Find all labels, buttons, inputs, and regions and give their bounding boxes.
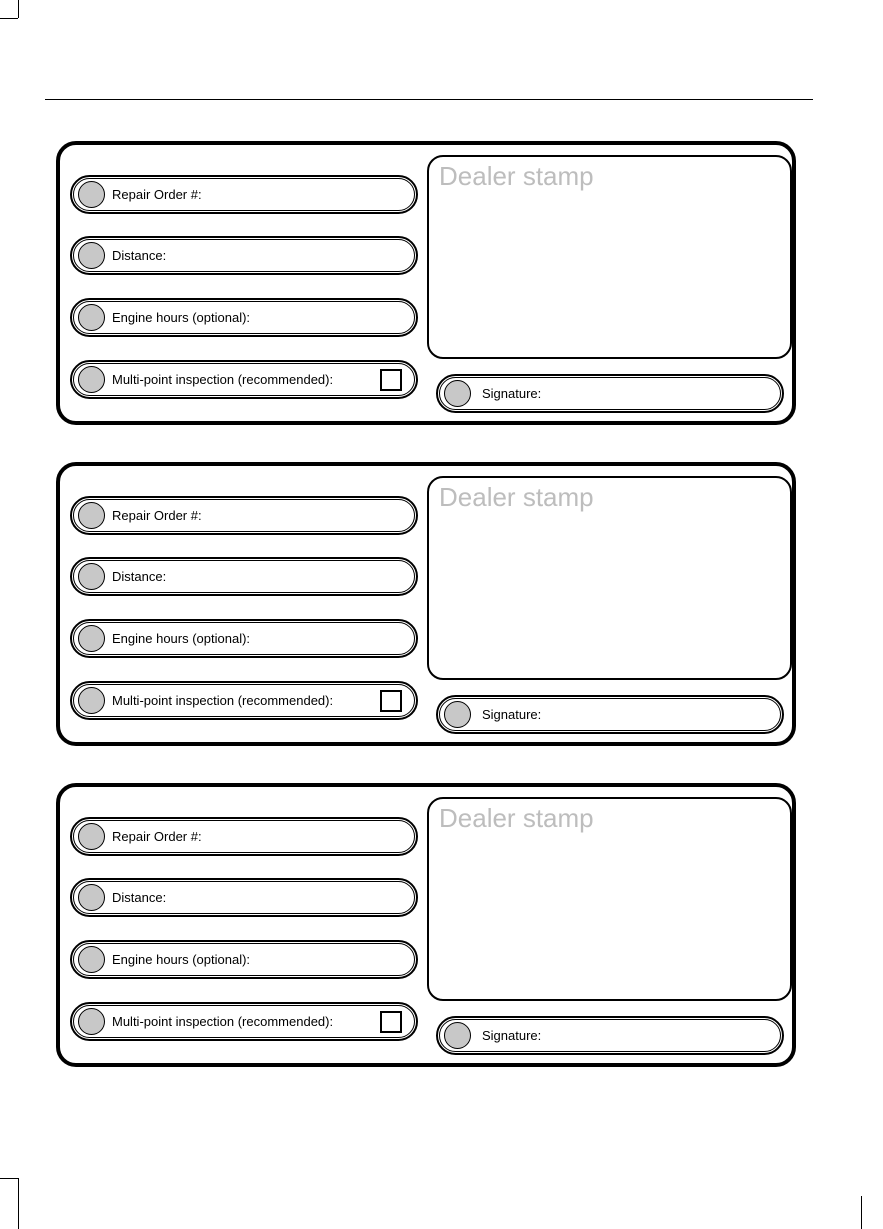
bullet-icon: [78, 625, 105, 652]
bullet-icon: [78, 563, 105, 590]
dealer-stamp-label: Dealer stamp: [439, 803, 594, 833]
service-record-card: [56, 783, 796, 1067]
multi-point-inspection-label: Multi-point inspection (recommended):: [112, 1014, 334, 1029]
bullet-icon: [78, 687, 105, 714]
repair-order-label: Repair Order #:: [112, 508, 202, 523]
header-rule: [45, 99, 813, 100]
dealer-stamp-box: [427, 155, 792, 359]
repair-order-label: Repair Order #:: [112, 187, 202, 202]
bullet-icon: [444, 1022, 471, 1049]
bullet-icon: [444, 380, 471, 407]
multi-point-inspection-field: [70, 681, 418, 720]
dealer-stamp-box: [427, 797, 792, 1001]
dealer-stamp-box: [427, 476, 792, 680]
signature-field[interactable]: [436, 374, 784, 413]
multi-point-inspection-label: Multi-point inspection (recommended):: [112, 372, 334, 387]
repair-order-field[interactable]: [70, 175, 418, 214]
repair-order-field[interactable]: [70, 496, 418, 535]
bullet-icon: [78, 366, 105, 393]
repair-order-label: Repair Order #:: [112, 829, 202, 844]
signature-label: Signature:: [482, 1028, 542, 1043]
multi-point-inspection-field: [70, 1002, 418, 1041]
distance-label: Distance:: [112, 890, 167, 905]
signature-field[interactable]: [436, 1016, 784, 1055]
crop-mark-bottom-right: [861, 1196, 862, 1229]
distance-field[interactable]: [70, 236, 418, 275]
bullet-icon: [78, 823, 105, 850]
service-record-card: [56, 141, 796, 425]
engine-hours-label: Engine hours (optional):: [112, 631, 251, 646]
inspection-checkbox[interactable]: [380, 690, 402, 712]
dealer-stamp-label: Dealer stamp: [439, 161, 594, 191]
engine-hours-field[interactable]: [70, 619, 418, 658]
bullet-icon: [78, 884, 105, 911]
distance-label: Distance:: [112, 569, 167, 584]
distance-label: Distance:: [112, 248, 167, 263]
inspection-checkbox[interactable]: [380, 369, 402, 391]
engine-hours-field[interactable]: [70, 298, 418, 337]
crop-mark-top-left: [0, 18, 18, 19]
crop-mark-top-left: [18, 0, 19, 18]
multi-point-inspection-field: [70, 360, 418, 399]
inspection-checkbox[interactable]: [380, 1011, 402, 1033]
engine-hours-label: Engine hours (optional):: [112, 310, 251, 325]
engine-hours-field[interactable]: [70, 940, 418, 979]
distance-field[interactable]: [70, 557, 418, 596]
crop-mark-bottom-left: [0, 1178, 18, 1179]
bullet-icon: [78, 946, 105, 973]
crop-mark-bottom-left: [18, 1178, 19, 1229]
multi-point-inspection-label: Multi-point inspection (recommended):: [112, 693, 334, 708]
engine-hours-label: Engine hours (optional):: [112, 952, 251, 967]
distance-field[interactable]: [70, 878, 418, 917]
bullet-icon: [78, 502, 105, 529]
bullet-icon: [78, 304, 105, 331]
dealer-stamp-label: Dealer stamp: [439, 482, 594, 512]
service-record-card: [56, 462, 796, 746]
bullet-icon: [78, 1008, 105, 1035]
bullet-icon: [78, 242, 105, 269]
signature-field[interactable]: [436, 695, 784, 734]
signature-label: Signature:: [482, 707, 542, 722]
bullet-icon: [444, 701, 471, 728]
signature-label: Signature:: [482, 386, 542, 401]
bullet-icon: [78, 181, 105, 208]
repair-order-field[interactable]: [70, 817, 418, 856]
